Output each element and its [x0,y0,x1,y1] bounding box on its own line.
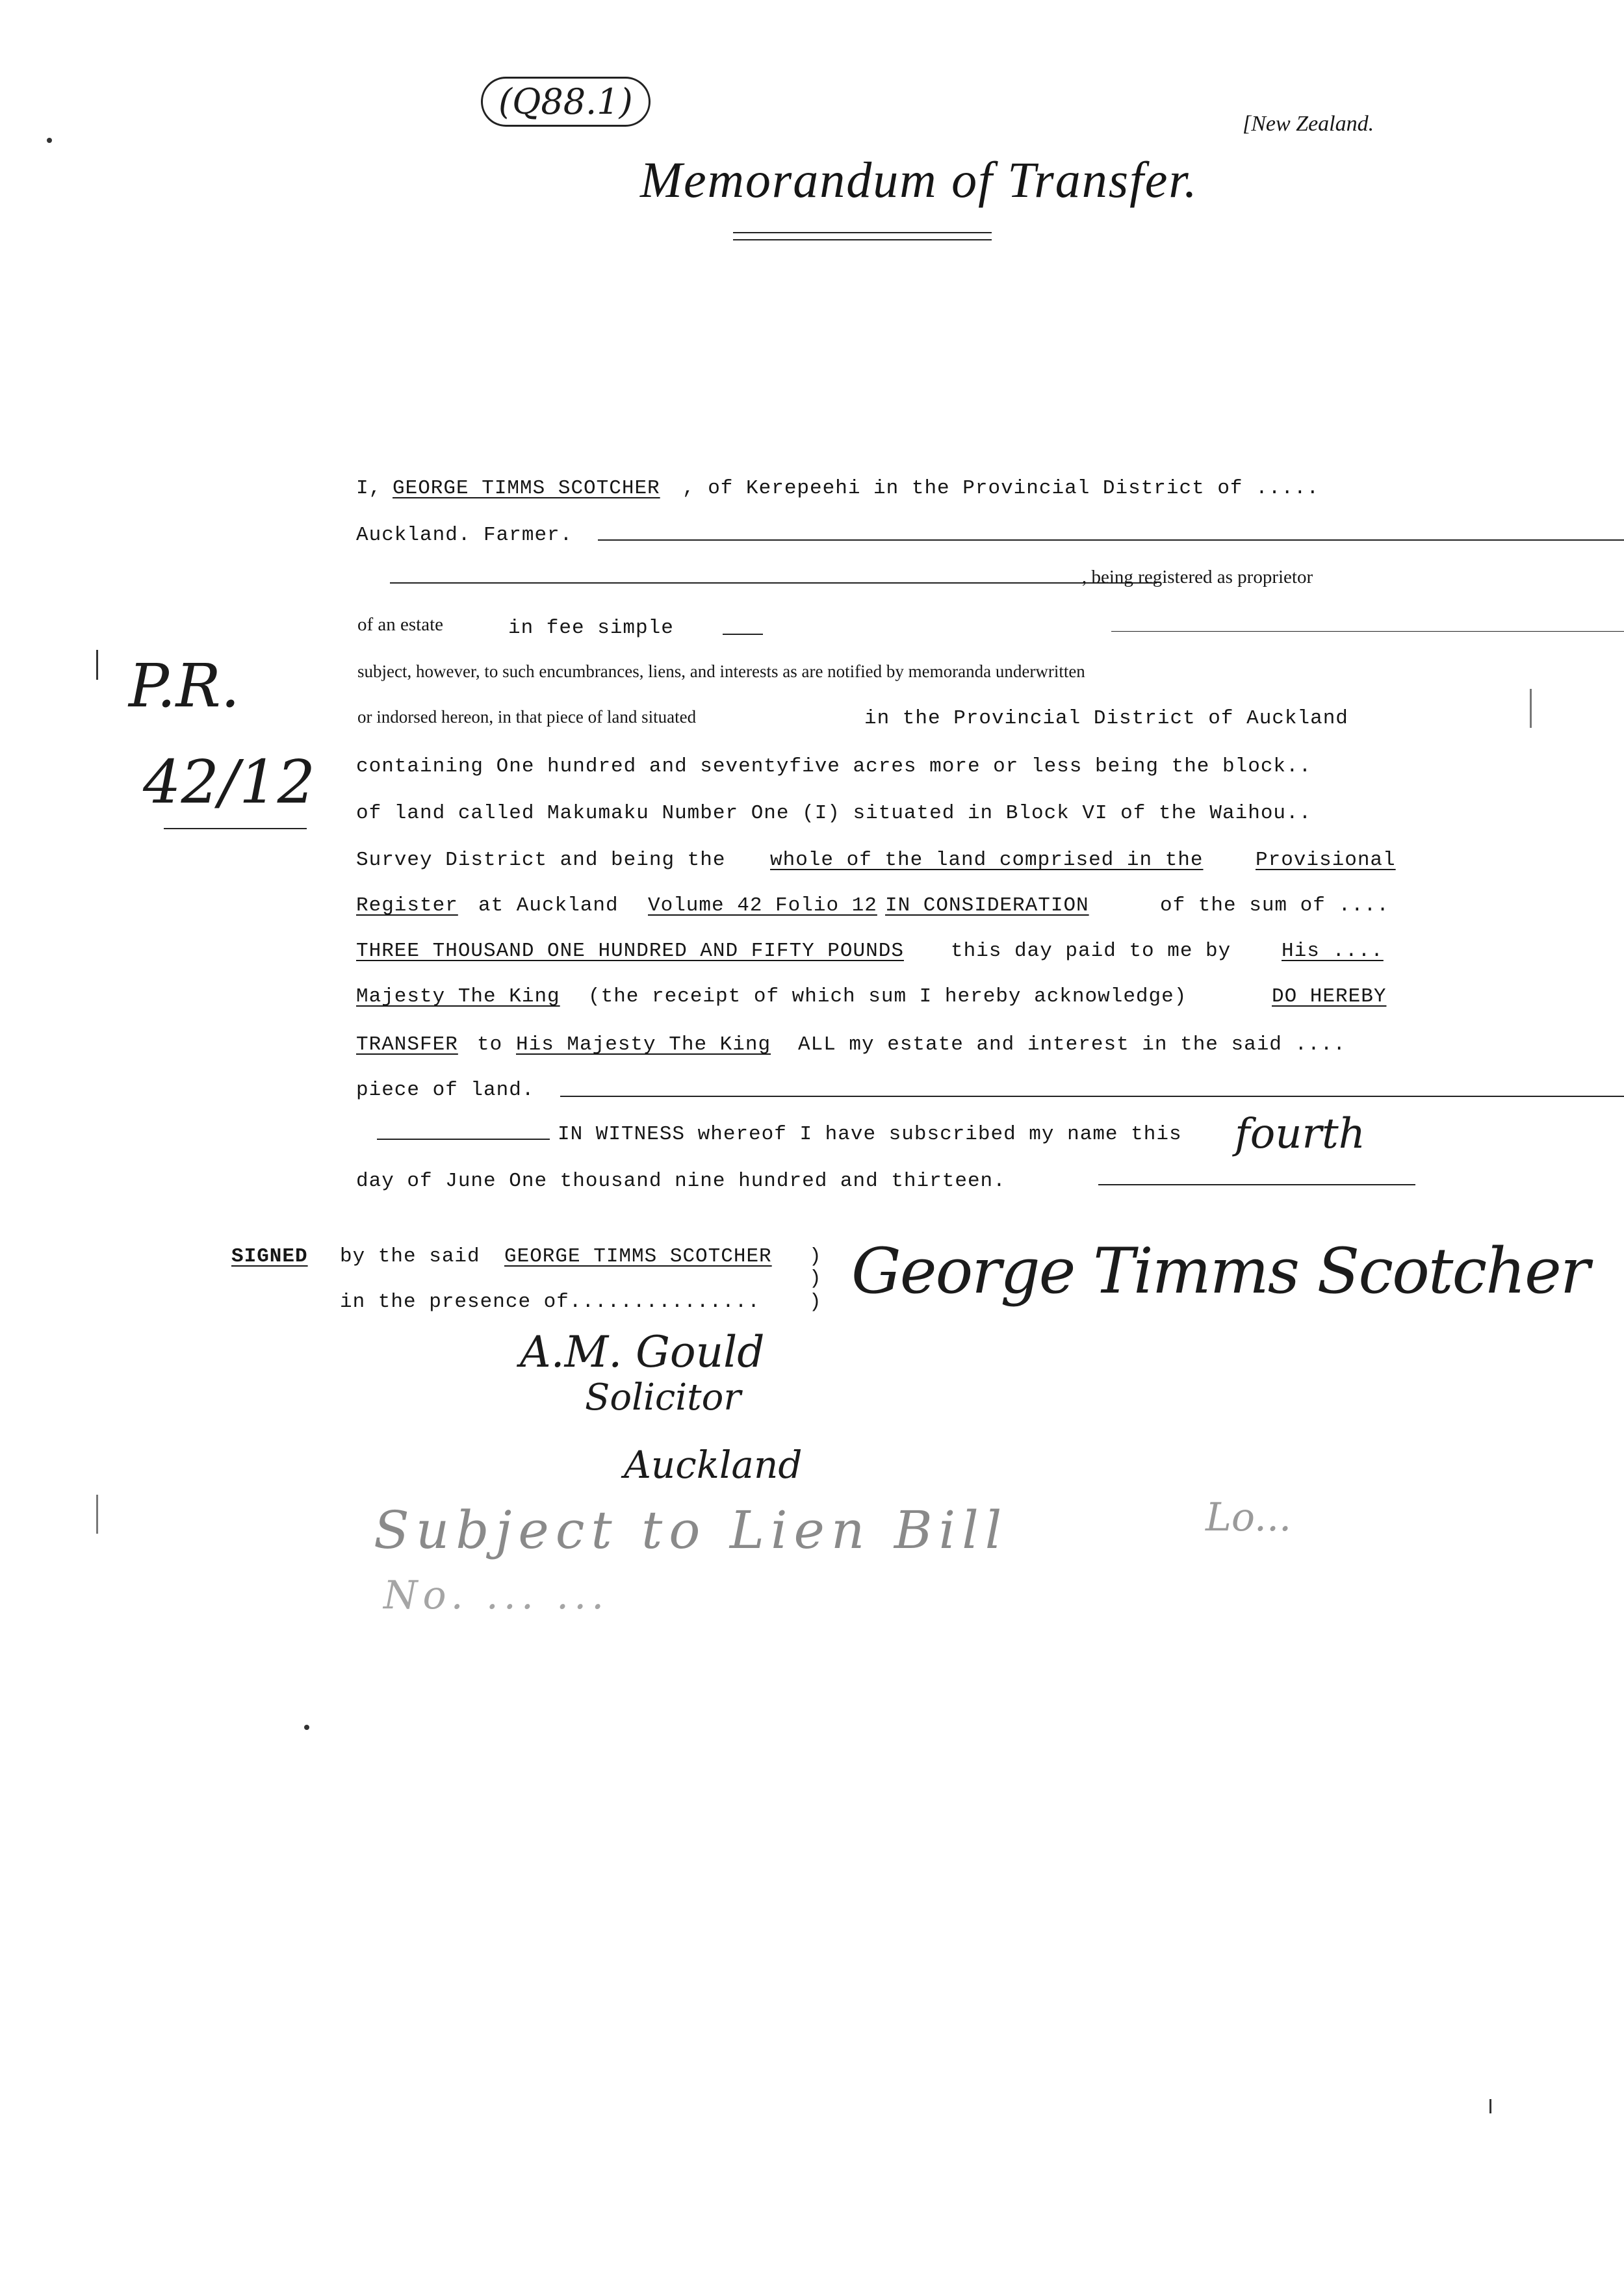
bracket-2: ) [809,1267,822,1290]
body-line-11: THREE THOUSAND ONE HUNDRED AND FIFTY POUNDS this day paid to me by His .... [356,940,1384,962]
title-rule-top [733,232,992,233]
handwritten-day: fourth [1235,1110,1365,1158]
margin-note-rule [164,828,307,829]
bracket-1: ) [809,1245,822,1268]
signed-label: SIGNED [231,1245,308,1268]
witness-address: Auckland [624,1443,803,1487]
speck [304,1725,309,1730]
body-line-16: day of June One thousand nine hundred and thirteen. [351,1170,1417,1198]
signed-by-label: by the said [340,1245,480,1268]
body-line-4: of an estate in fee simple [351,614,1417,643]
pencil-annotation-line-2: No. ... ... [383,1573,610,1618]
witness-occupation: Solicitor [585,1376,741,1419]
pencil-annotation-end: Lo... [1205,1495,1292,1540]
body-line-10: Register at Auckland Volume 42 Folio 12 IN CONSIDERATION of the sum of .... [356,894,1389,917]
body-line-1: I, GEORGE TIMMS SCOTCHER , of Kerepeehi in the Provincial District of ..... [356,477,1320,500]
document-title: Memorandum of Transfer. [640,151,1198,208]
body-line-6: or indorsed hereon, in that piece of land situated in the Provincial District of Auckland [357,707,1348,730]
speck [47,138,52,143]
transferor-name: GEORGE TIMMS SCOTCHER [393,477,660,500]
body-line-3: , being registered as proprietor [351,567,1417,595]
bracket-3: ) [809,1291,822,1313]
body-line-2: Auckland. Farmer. [351,524,1417,552]
body-line-7: containing One hundred and seventyfive acres more or less being the block.. [356,755,1312,778]
transferor-signature: George Timms Scotcher [851,1235,1589,1308]
body-line-5: subject, however, to such encumbrances, liens, and interests as are notified by memoranda underwritten [357,662,1085,681]
body-line-9: Survey District and being the whole of the land comprised in the Provisional [356,849,1396,871]
margin-note-pr: P.R. [129,651,240,721]
pencil-annotation-line-1: Subject to Lien Bill [374,1500,1009,1560]
body-line-14: piece of land. [351,1079,1417,1107]
margin-note-volume: 42/12 [143,747,316,817]
speck [96,650,98,680]
presence-label: in the presence of............... [340,1291,760,1313]
witness-signature: A.M. Gould [520,1327,765,1377]
country-label: [New Zealand. [1243,112,1374,136]
consideration-amount: THREE THOUSAND ONE HUNDRED AND FIFTY POUNDS [356,940,904,962]
body-line-12: Majesty The King (the receipt of which sum I hereby acknowledge) DO HEREBY [356,985,1387,1008]
speck [1530,689,1532,728]
body-line-8: of land called Makumaku Number One (I) situated in Block VI of the Waihou.. [356,802,1312,825]
volume-folio: Volume 42 Folio 12 [648,894,877,917]
signatory-name: GEORGE TIMMS SCOTCHER [504,1245,772,1268]
body-line-15: IN WITNESS whereof I have subscribed my name this fourth [351,1123,1417,1152]
reference-number: (Q88.1) [481,77,651,127]
title-rule-bottom [733,239,992,240]
speck [1489,2099,1491,2113]
speck [96,1495,98,1534]
body-line-13: TRANSFER to His Majesty The King ALL my estate and interest in the said .... [356,1033,1346,1056]
